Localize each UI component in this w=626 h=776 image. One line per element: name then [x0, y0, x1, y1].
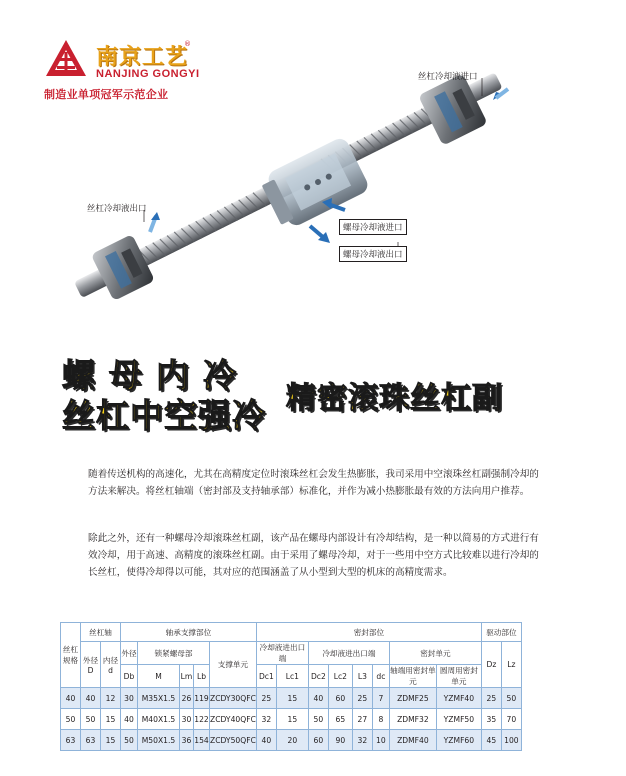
ball-screw-illustration — [0, 0, 626, 345]
table-cell: 70 — [501, 709, 521, 730]
table-row — [61, 730, 522, 751]
table-cell: 50 — [81, 709, 101, 730]
table-cell: 30 — [121, 688, 138, 709]
intro-paragraph: 随着传送机构的高速化，尤其在高精度定位时滚珠丝杠会发生热膨胀，我司采用中空滚珠丝杠副强制冷却的方法来解决。将丝杠轴端（密封部及支持轴承部）标准化，并作为减小热膨胀最有效的方法向用户推荐。 — [88, 469, 539, 497]
table-cell: 65 — [328, 709, 352, 730]
table-cell: M35X1.5 — [138, 688, 180, 709]
table-cell: 45 — [481, 730, 501, 751]
th-l3: L3 — [352, 665, 372, 688]
th-dc1: Dc1 — [256, 665, 276, 688]
table-cell: ZCDY30QFC — [210, 688, 257, 709]
table-cell: 90 — [328, 730, 352, 751]
th-lb: Lb — [194, 665, 210, 688]
table-cell: 50 — [61, 709, 81, 730]
th-lock-nut: 锁紧螺母部 — [138, 642, 210, 665]
table-cell: 36 — [180, 730, 194, 751]
table-cell: 30 — [180, 709, 194, 730]
table-cell: ZDMF25 — [389, 688, 436, 709]
table-cell: 12 — [101, 688, 121, 709]
table-cell: M40X1.5 — [138, 709, 180, 730]
spec-table — [60, 622, 522, 751]
brand-name-en: NANJING GONGYI — [96, 68, 200, 80]
th-dc: dc — [372, 665, 389, 688]
table-cell: 32 — [256, 709, 276, 730]
th-dz: Dz — [481, 642, 501, 688]
table-cell: 40 — [61, 688, 81, 709]
th-dc2: Dc2 — [308, 665, 328, 688]
table-cell: 50 — [121, 730, 138, 751]
th-m: M — [138, 665, 180, 688]
th-drive: 驱动部位 — [481, 623, 521, 642]
table-cell: YZMF40 — [436, 688, 481, 709]
table-cell: 50 — [501, 688, 521, 709]
th-db: Db — [121, 665, 138, 688]
table-cell: 119 — [194, 688, 210, 709]
headline-line1: 螺母内冷 — [62, 356, 250, 395]
table-cell: ZDMF40 — [389, 730, 436, 751]
table-cell: 60 — [308, 730, 328, 751]
table-cell: 100 — [501, 730, 521, 751]
table-cell: 60 — [328, 688, 352, 709]
table-cell: 8 — [372, 709, 389, 730]
th-lz: Lz — [501, 642, 521, 688]
table-cell: 154 — [194, 730, 210, 751]
table-cell: 40 — [308, 688, 328, 709]
table-cell: 27 — [352, 709, 372, 730]
brand-name-cn: 南京工艺 — [96, 44, 189, 70]
table-cell: YZMF50 — [436, 709, 481, 730]
table-cell: 26 — [180, 688, 194, 709]
table-cell: 15 — [101, 709, 121, 730]
table-cell: 15 — [276, 688, 308, 709]
table-cell: 15 — [101, 730, 121, 751]
table-cell: ZCDY40QFC — [210, 709, 257, 730]
table-cell: 40 — [256, 730, 276, 751]
table-cell: M50X1.5 — [138, 730, 180, 751]
th-spec: 丝杠规格 — [61, 623, 81, 688]
table-cell: YZMF60 — [436, 730, 481, 751]
th-shaft: 丝杠轴 — [81, 623, 121, 642]
nut-cooling-paragraph: 除此之外，还有一种螺母冷却滚珠丝杠副，该产品在螺母内部设计有冷却结构，是一种以简易的方式进行有效冷却，用于高速、高精度的滚珠丝杠副。由于采用了螺母冷却，对于一些用中空方式比较难以进行冷却的长丝杠，使得冷却得以可能，其对应的范围涵盖了从小型到大型的机床的高精度需求。 — [88, 533, 539, 578]
registered-mark: ® — [184, 40, 191, 48]
headline-line2: 丝杠中空强冷 — [62, 396, 266, 435]
table-cell: 40 — [81, 688, 101, 709]
table-cell: 35 — [481, 709, 501, 730]
table-cell: 20 — [276, 730, 308, 751]
th-cool-in-out: 冷却液进出口端 — [308, 642, 389, 665]
th-bearing: 轴承支撑部位 — [121, 623, 257, 642]
table-cell: 25 — [352, 688, 372, 709]
th-lc1: Lc1 — [276, 665, 308, 688]
th-cool-end: 冷却液进出口端 — [256, 642, 308, 665]
th-lc2: Lc2 — [328, 665, 352, 688]
th-seal: 密封部位 — [256, 623, 481, 642]
table-cell: 10 — [372, 730, 389, 751]
brand-slogan: 制造业单项冠军示范企业 — [44, 88, 169, 101]
th-inner-d: 内径d — [101, 642, 121, 688]
table-cell: 122 — [194, 709, 210, 730]
table-cell: 50 — [308, 709, 328, 730]
th-seal-shaft: 轴端用密封单元 — [390, 666, 436, 686]
table-cell: 7 — [372, 688, 389, 709]
th-outer-d: 外径D — [81, 642, 101, 688]
table-row — [61, 688, 522, 709]
table-cell: 63 — [61, 730, 81, 751]
th-seal-unit: 密封单元 — [389, 642, 481, 665]
headline-line3: 精密滚珠丝杠副 — [286, 381, 503, 416]
table-row — [61, 709, 522, 730]
th-bearing-outer: 外径 — [121, 642, 138, 665]
th-support-unit: 支撑单元 — [210, 642, 257, 688]
table-cell: ZDMF32 — [389, 709, 436, 730]
table-cell: 40 — [121, 709, 138, 730]
th-lm: Lm — [180, 665, 194, 688]
table-cell: 32 — [352, 730, 372, 751]
callout-nut-coolant-outlet: 螺母冷却液出口 — [339, 246, 407, 262]
table-cell: 15 — [276, 709, 308, 730]
callout-screw-coolant-outlet: 丝杠冷却液出口 — [87, 204, 147, 214]
callout-screw-coolant-inlet: 丝杠冷却液进口 — [418, 72, 478, 82]
table-cell: 25 — [256, 688, 276, 709]
spec-table-body — [61, 688, 522, 751]
th-seal-round: 圆周用密封单元 — [436, 665, 481, 688]
table-cell: ZCDY50QFC — [210, 730, 257, 751]
table-cell: 25 — [481, 688, 501, 709]
table-cell: 63 — [81, 730, 101, 751]
callout-nut-coolant-inlet: 螺母冷却液进口 — [339, 219, 407, 235]
